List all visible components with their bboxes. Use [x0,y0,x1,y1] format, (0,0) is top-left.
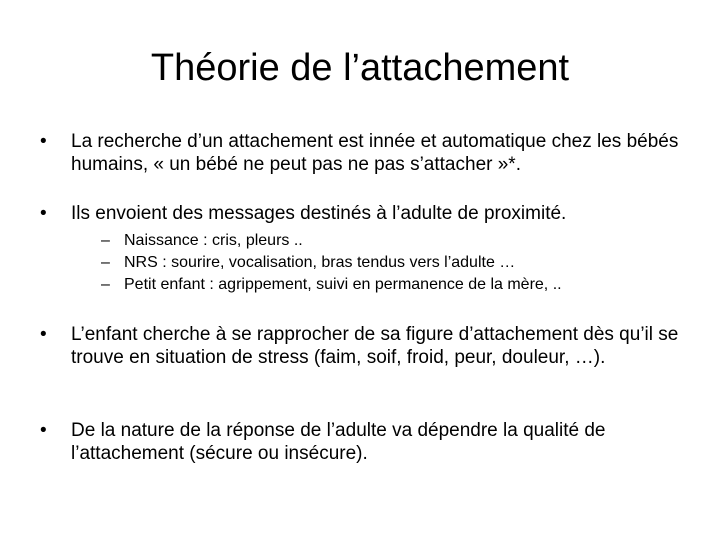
sub-bullet-text: NRS : sourire, vocalisation, bras tendus vers l’adulte … [124,254,516,271]
sub-bullet-item [101,230,701,251]
sub-bullet-item [101,274,701,295]
sub-bullet-text: Naissance : cris, pleurs .. [124,232,303,249]
bullet-marker: • [40,324,47,345]
bullet-text: La recherche d’un attachement est innée et automatique chez les bébés humains, « un bébé ne peut pas ne pas s’attacher »*. [71,131,679,175]
sub-bullet-marker: – [101,276,110,293]
sub-bullet-marker: – [101,254,110,271]
bullet-marker: • [40,131,47,152]
bullet-text: L’enfant cherche à se rapprocher de sa figure d’attachement dès qu’il se trouve en situation de stress (faim, soif, froid, peur, douleur, …). [71,324,679,368]
sub-bullet-item [101,252,701,273]
sub-bullet-marker: – [101,232,110,249]
sub-bullet-text: Petit enfant : agrippement, suivi en permanence de la mère, .. [124,276,562,293]
bullet-item [40,323,690,369]
bullet-marker: • [40,203,47,224]
bullet-item [40,130,690,176]
slide-title: Théorie de l’attachement [150,47,570,89]
bullet-text: Ils envoient des messages destinés à l’adulte de proximité. [71,203,567,224]
bullet-marker: • [40,420,47,441]
bullet-item [40,202,690,225]
bullet-text: De la nature de la réponse de l’adulte va dépendre la qualité de l’attachement (sécure ou insécure). [71,420,606,464]
bullet-item [40,419,690,465]
